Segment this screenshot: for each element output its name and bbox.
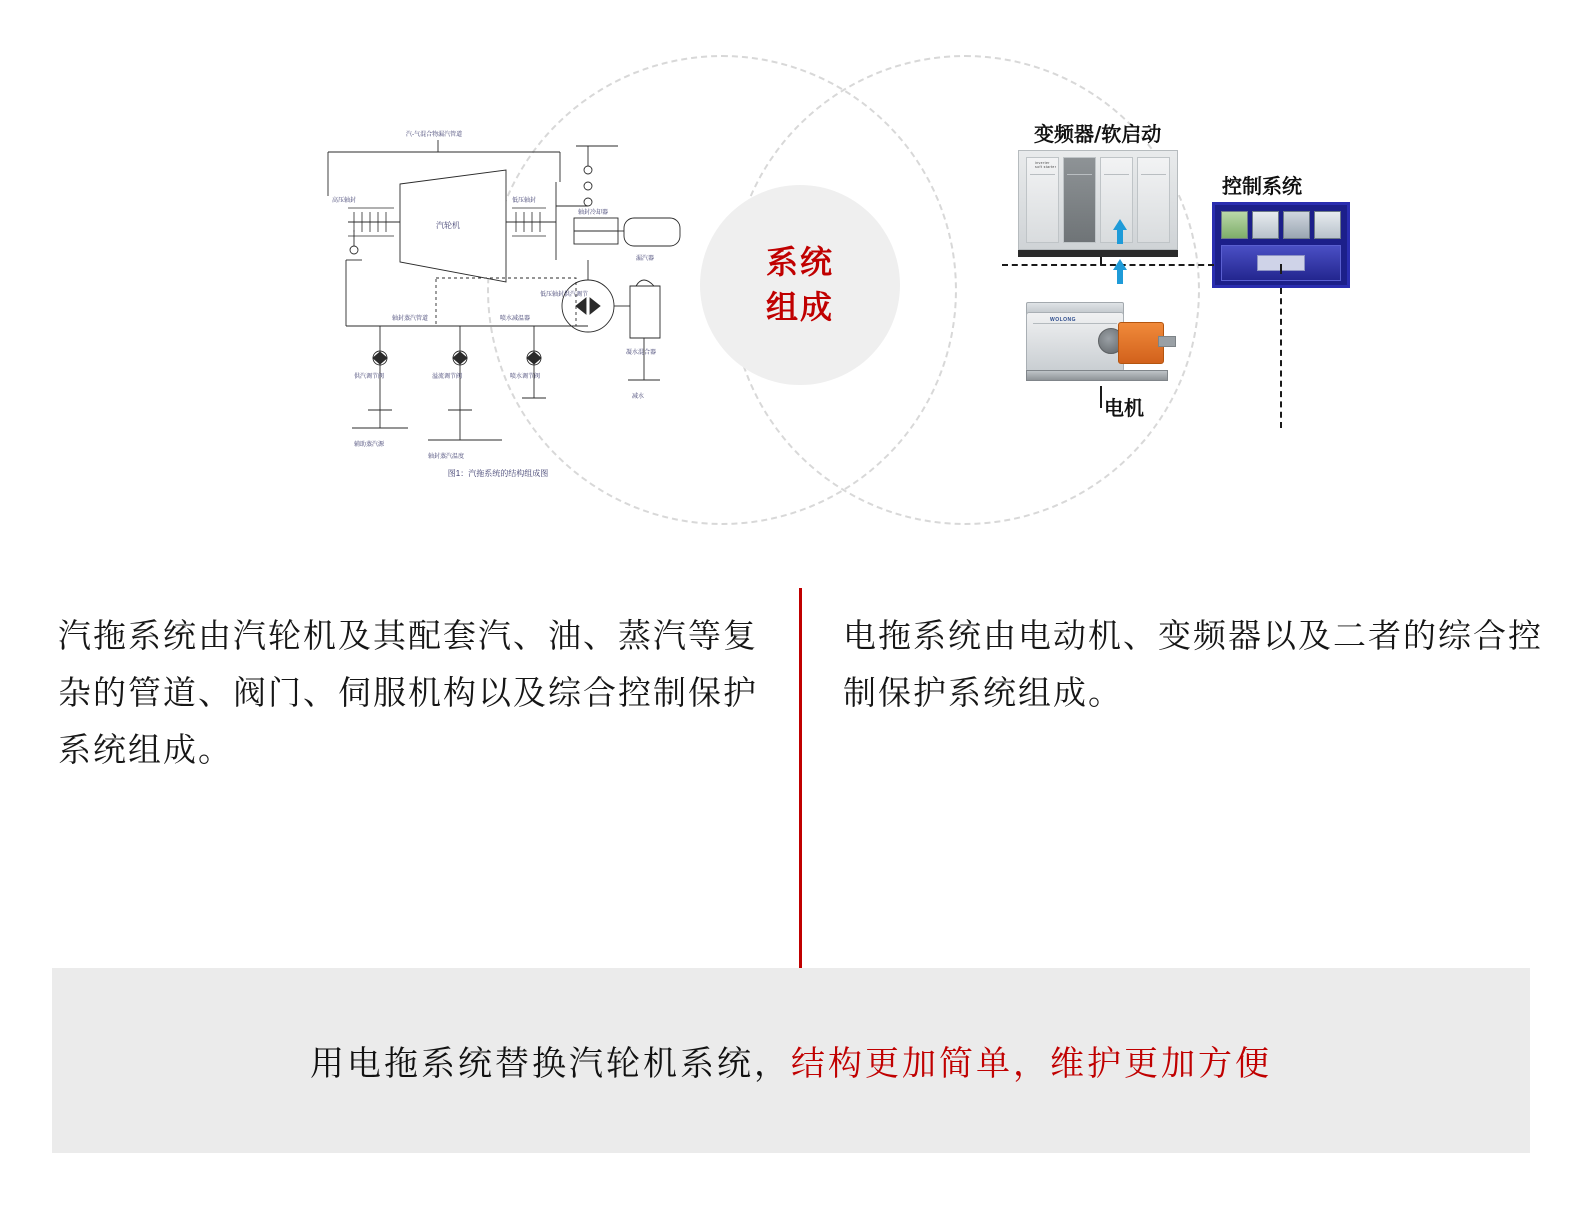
center-badge-line1: 系统 [765, 242, 834, 281]
schematic-label-steam-valve-1: 供汽调节阀 [354, 373, 385, 380]
console-screen-4 [1314, 211, 1341, 239]
schematic-label-steam-valve-2: 溢流调节阀 [432, 373, 463, 380]
electric-drive-description: 电拖系统由电动机、变频器以及二者的综合控制保护系统组成。 [843, 616, 1543, 712]
vfd-label: 变频器/软启动 [1034, 122, 1162, 146]
electric-drive-diagram [1000, 118, 1370, 448]
control-console-image [1212, 202, 1350, 288]
schematic-label-leak-steam: 漏汽器 [636, 255, 655, 262]
console-screen-3 [1283, 211, 1310, 239]
schematic-label-turbine: 汽轮机 [436, 221, 460, 230]
arrow-up-lower-icon [1113, 259, 1127, 270]
schematic-label-lp-bearing: 低压轴封 [512, 197, 537, 204]
vfd-bus-drop [1100, 257, 1102, 265]
vfd-panel-text: inverter soft starter [1035, 161, 1057, 169]
hero-diagram-area [0, 0, 1584, 560]
console-screen-1 [1221, 211, 1248, 239]
console-screen-row [1221, 211, 1341, 239]
conclusion-text-black: 用电拖系统替换汽轮机系统， [310, 1044, 791, 1084]
vfd-panel-2 [1063, 157, 1096, 243]
vfd-cabinet-image [1018, 150, 1178, 250]
schematic-label-water-valve: 喷水调节阀 [510, 373, 541, 380]
console-bus-drop [1280, 264, 1282, 274]
schematic-label-seal-steam-temp: 轴封蒸汽温度 [428, 453, 465, 460]
arrow-up-upper-icon [1113, 219, 1127, 230]
steam-turbine-schematic [288, 110, 708, 500]
steam-drive-description: 汽拖系统由汽轮机及其配套汽、油、蒸汽等复杂的管道、阀门、伺服机构以及综合控制保护系统组成。 [58, 616, 758, 769]
motor-ground-line [1100, 386, 1102, 408]
bus-dashed-line [1002, 264, 1214, 266]
schematic-label-seal-steam-pipe: 轴封蒸汽管道 [392, 315, 429, 322]
conclusion-text [310, 1036, 1272, 1085]
conclusion-banner [52, 968, 1530, 1153]
vfd-base [1018, 250, 1178, 257]
console-desk [1221, 245, 1341, 281]
motor-shaft [1158, 336, 1176, 347]
schematic-label-hp-bearing: 高压轴封 [332, 197, 357, 204]
console-dashed-drop [1280, 288, 1282, 428]
schematic-label-spray-desuperheater: 喷水减温器 [500, 315, 531, 322]
console-screen-2 [1252, 211, 1279, 239]
motor-label: 电机 [1104, 396, 1144, 420]
schematic-label-lp-seal-supply: 低压轴封供汽调节 [540, 291, 589, 298]
arrow-stem-upper [1117, 230, 1123, 244]
schematic-label-aux-steam: 辅助蒸汽源 [354, 441, 385, 448]
arrow-stem-lower [1117, 270, 1123, 284]
conclusion-text-red: 结构更加简单，维护更加方便 [791, 1044, 1272, 1084]
motor-base [1026, 370, 1168, 381]
comparison-columns [0, 588, 1584, 968]
center-badge [700, 185, 900, 385]
control-label: 控制系统 [1222, 174, 1302, 198]
vfd-panel-4 [1137, 157, 1170, 243]
schematic-caption: 图1：汽拖系统的结构组成图 [447, 469, 549, 478]
schematic-label-top-pipe: 汽-气混合物漏汽管道 [406, 131, 463, 138]
column-divider [799, 588, 802, 970]
motor-image [1020, 286, 1178, 386]
vfd-panel-1 [1026, 157, 1059, 243]
schematic-label-bearing-cooler: 轴封冷却器 [578, 209, 609, 216]
motor-brand-text: WOLONG [1050, 317, 1077, 323]
center-badge-line2: 组成 [765, 288, 834, 326]
schematic-label-feedwater-mixer: 凝水混合器 [626, 349, 657, 356]
schematic-label-drain: 减水 [632, 393, 645, 400]
